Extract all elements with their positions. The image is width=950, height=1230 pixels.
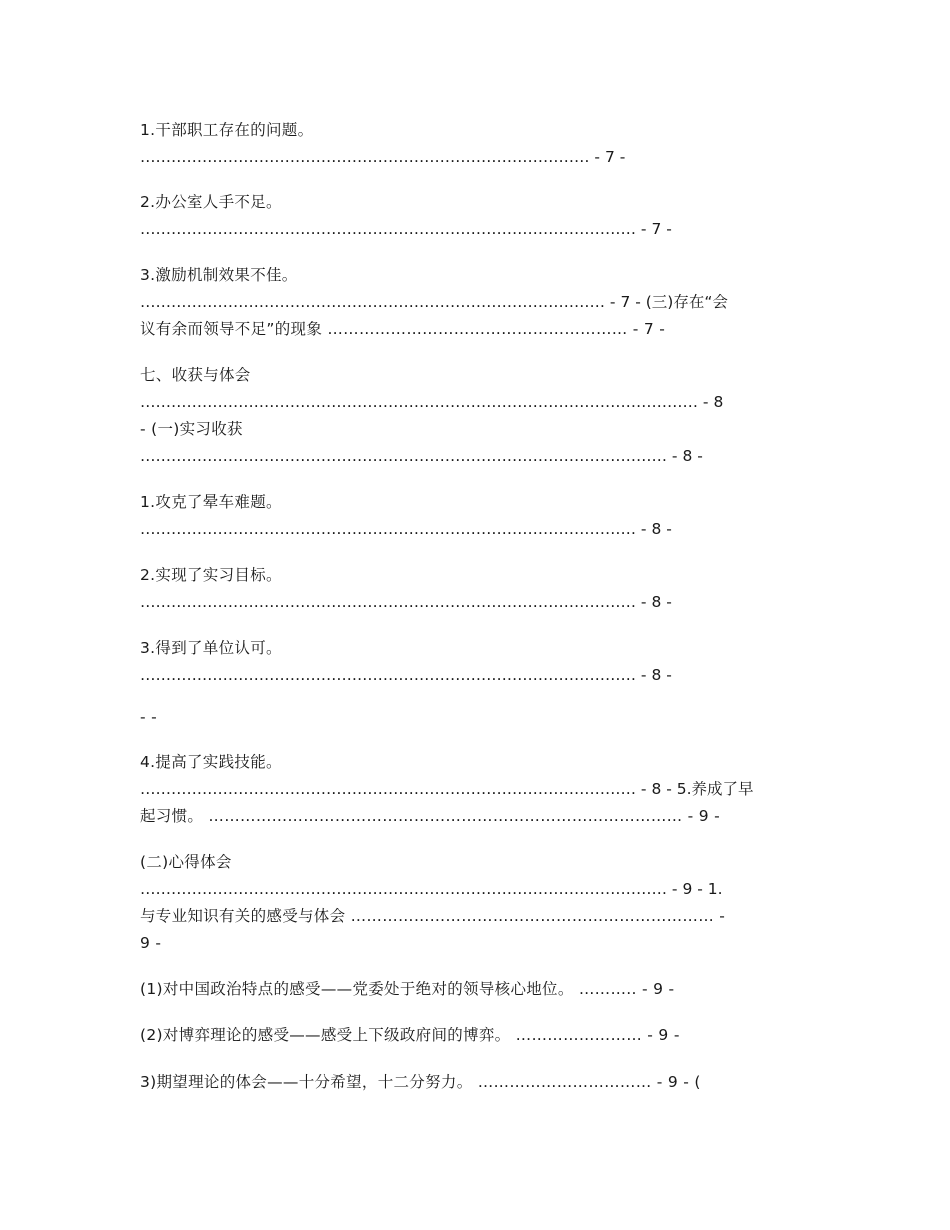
toc-entry-title: 4.提高了实践技能。 (140, 753, 282, 771)
toc-entry-title: 3.激励机制效果不佳。 (140, 266, 298, 284)
toc-section-heading: (二)心得体会 (140, 853, 232, 871)
toc-entry-title: 3.得到了单位认可。 (140, 639, 282, 657)
toc-entry-title: 1.干部职工存在的问题。 (140, 121, 314, 139)
toc-dot-leader: …………………………………………………………………………………… - 8 - (140, 666, 672, 684)
toc-entry-title: 1.攻克了晕车难题。 (140, 493, 282, 511)
toc-entry-title: - (一)实习收获 (140, 420, 243, 438)
toc-dot-leader: ………………………………………………………………………………………… - 8 - (140, 447, 703, 465)
toc-dot-leader: …………………………………………………………………………………… - 8 - (140, 520, 672, 538)
toc-section-heading: 七、收获与体会 (140, 366, 251, 384)
toc-dot-leader: ……………………………………………………………………………… - 7 - (三)存在“会 (140, 293, 728, 311)
page-break-marker: - - (140, 708, 158, 726)
toc-dot-leader: …………………………………………………………………………………… - 8 - (140, 593, 672, 611)
toc-entry-title: (2)对博弈理论的感受——感受上下级政府间的博弈。 …………………… - 9 - (140, 1026, 680, 1044)
toc-entry-title: 议有余而领导不足”的现象 ………………………………………………… - 7 - (140, 320, 666, 338)
toc-entry-title: 起习惯。 ……………………………………………………………………………… - 9 - (140, 807, 721, 825)
toc-dot-leader: …………………………………………………………………………………… - 8 - 5.养成了早 (140, 780, 754, 798)
toc-entry-title: 3)期望理论的体会——十分希望，十二分努力。 …………………………… - 9 - ( (140, 1073, 701, 1091)
toc-entry-title: 2.办公室人手不足。 (140, 193, 282, 211)
toc-dot-leader: ………………………………………………………………………………………… - 9 - 1. (140, 880, 723, 898)
toc-entry-title: 2.实现了实习目标。 (140, 566, 282, 584)
toc-entry-title: (1)对中国政治特点的感受——党委处于绝对的领导核心地位。 ……….. - 9 - (140, 980, 675, 998)
toc-dot-leader: …………………………………………………………………………………… - 7 - (140, 220, 672, 238)
toc-page-number: 9 - (140, 934, 162, 952)
toc-dot-leader: ……………………………………………………………………………………………… - 8 (140, 393, 724, 411)
toc-dot-leader: …………………………………………………………………………… - 7 - (140, 148, 626, 166)
toc-entry-title: 与专业知识有关的感受与体会 …………………………………………………………… - (140, 907, 726, 925)
